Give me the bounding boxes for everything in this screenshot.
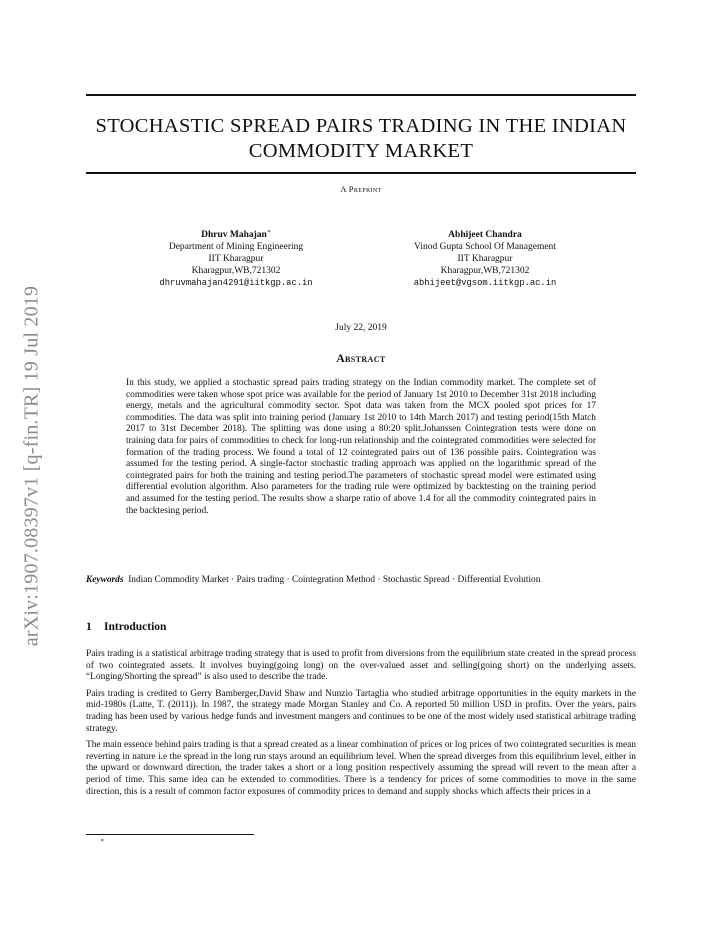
footnote-mark: ∗: [266, 229, 271, 235]
paragraph: The main essence behind pairs trading is that a spread created as a linear combination of prices or log prices of two cointegrated securities is mean reverting in nature i.e the spread in the long run stays around an equilibrium level. When the spread diverges from this equilibrium level, either in the upward or downward direction, the trader takes a short or a long position respectively assuming the spread will revert to the mean after a period of time. This same idea can be extended to commodities. There is a tendency for prices of some commodities to move in the same direction, this is a result of common factor exposures of commodity prices to demand and supply shocks which affects their prices in a: [86, 740, 636, 797]
paper-date: July 22, 2019: [335, 323, 387, 333]
author-name: Abhijeet Chandra: [448, 230, 522, 241]
paragraph: Pairs trading is a statistical arbitrage trading strategy that is used to profit from diversions from the equilibrium state created in the spread process of two cointegrated assets. It involves buying(going long) on the over-valued asset and selling(going short) on the underlying assets. “Longing/Shorting the spread” is also used to describe the trade.: [86, 649, 636, 683]
author-email[interactable]: abhijeet@vgsom.iitkgp.ac.in: [413, 278, 557, 289]
title-line-1: STOCHASTIC SPREAD PAIRS TRADING IN THE INDIAN: [95, 115, 627, 137]
keywords: [86, 575, 636, 587]
title-bottom-rule: [86, 172, 636, 174]
abstract-text: In this study, we applied a stochastic spread pairs trading strategy on the Indian commodity market. The complete set of commodities were taken whose spot price was available for the period of January 1st 2010 to December 31st 2018 including energy, metals and the agricultural commodity sector. Spot data was taken from the MCX pooled spot prices for 17 commodities. The data was split into training period (January 1st 2010 to 14th March 2017) and testing period(15th Match 2017 to 31st December 2018). The splitting was done using a 80:20 split.Johanssen Cointegration tests were done on training data for pairs of commodities to check for long-run relationship and the cointegrated commodities were selected for formation of the trading process. We found a total of 12 cointegrated pairs out of 136 possible pairs. Cointegration was assumed for the testing period. A single-factor stochastic trading approach was applied on the logarithmic spread of the cointegrated pairs for both the training and testing period.The parameters of stochastic spread model were estimated using differential evolution algorithm. Also parameters for the trading rule were optimized by backtesting on the training period and assumed for the testing period. The results show a sharpe ratio of above 1.4 for all the commodity cointegrated pairs in the backtesing period.: [126, 378, 596, 516]
author-department: Department of Mining Engineering: [168, 242, 304, 253]
author-department: Vinod Gupta School Of Management: [414, 242, 556, 253]
footnote-rule: [86, 834, 254, 835]
author-block-1: [116, 226, 356, 289]
abstract-heading: Abstract: [336, 353, 386, 365]
arxiv-identifier: arXiv:1907.08397v1 [q-fin.TR] 19 Jul 2019: [20, 285, 43, 647]
paragraph: Pairs trading is credited to Gerry Bamberger,David Shaw and Nunzio Tartaglia who studied arbitrage opportunities in the equity markets in the mid-1980s (Latte, T. (2011)). In 1987, the strategy made Morgan Stanley and Co. A reported 50 million USD in profits. Over the years, pairs trading has been used by various hedge funds and investment mangers and continues to be one of the most widely used statistical arbitrage trading strategy.: [86, 688, 636, 734]
author-name: Dhruv Mahajan: [201, 230, 267, 241]
keywords-list: Indian Commodity Market · Pairs trading · Cointegration Method · Stochastic Spread · Differential Evolution: [128, 575, 541, 585]
introduction-body: [86, 649, 636, 803]
keywords-label: Keywords: [86, 575, 124, 585]
section-heading-introduction: [86, 621, 636, 633]
author-address: Kharagpur,WB,721302: [440, 266, 530, 277]
paper-title: [86, 114, 636, 164]
preprint-label: A Preprint: [340, 185, 382, 194]
top-rule: [86, 94, 636, 96]
author-address: Kharagpur,WB,721302: [191, 266, 281, 277]
author-block-2: [365, 226, 605, 289]
section-title: Introduction: [104, 621, 167, 633]
title-line-2: COMMODITY MARKET: [248, 140, 474, 162]
section-number: 1: [86, 621, 92, 633]
author-institute: IIT Kharagpur: [208, 254, 264, 265]
author-email[interactable]: dhruvmahajan4291@iitkgp.ac.in: [159, 278, 313, 289]
footnote-marker: ∗: [100, 838, 105, 844]
author-institute: IIT Kharagpur: [457, 254, 513, 265]
